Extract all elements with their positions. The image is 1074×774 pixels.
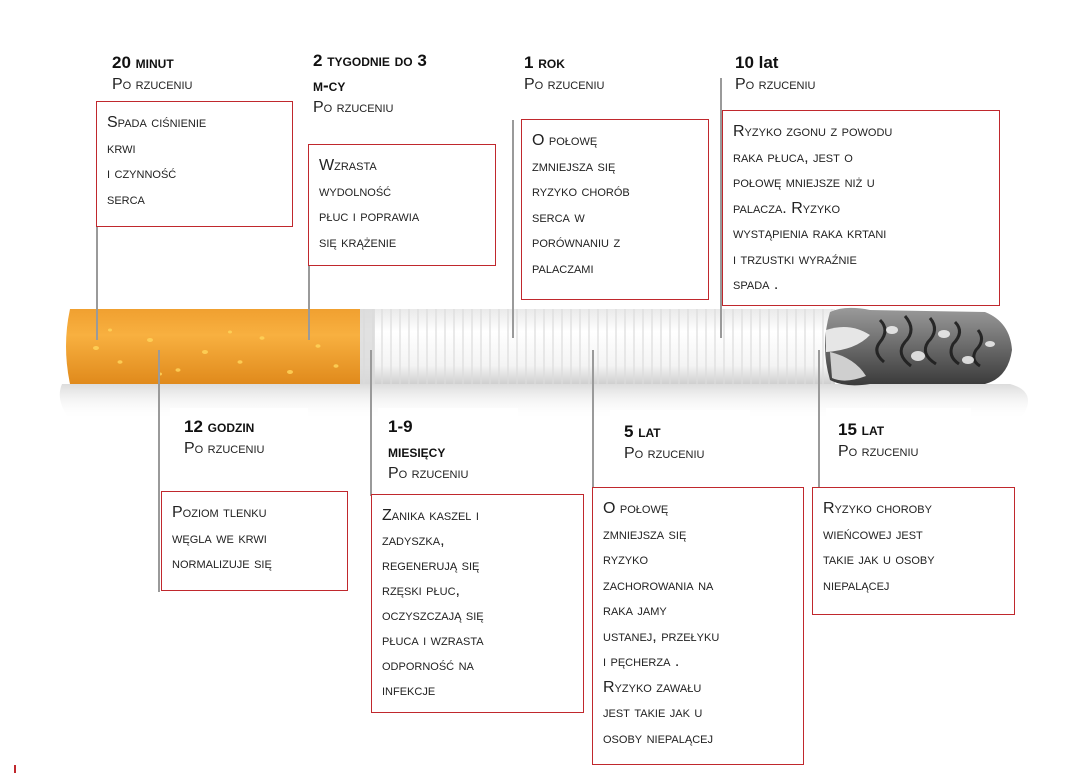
milestone-title-line2 (388, 439, 469, 464)
connector-15-lat (818, 350, 820, 490)
milestone-title (838, 417, 919, 442)
effect-box-1-rok (521, 119, 709, 300)
effect-line: odporność na (382, 657, 474, 674)
milestone-title (112, 50, 193, 75)
connector-2-tygodnie (308, 265, 310, 340)
milestone-after: Po rzuceniu (112, 76, 193, 93)
milestone-unit: lat (861, 420, 885, 439)
effect-line: jest takie jak u (603, 704, 703, 721)
milestone-unit: tygodnie do 3 (327, 51, 427, 70)
milestone-unit: miesięcy (388, 442, 446, 461)
effect-line: raka płuca, jest o (733, 148, 853, 166)
connector-1-rok (512, 120, 514, 338)
connector-1-9-miesiecy (370, 350, 372, 496)
milestone-title (313, 48, 427, 73)
effect-line: ryzyko (603, 551, 649, 568)
effect-line: O połowę (532, 132, 598, 149)
milestone-5-lat (624, 419, 705, 464)
corner-mark (14, 765, 16, 773)
milestone-time: 5 (624, 422, 634, 441)
milestone-time: 1 (524, 53, 534, 72)
effect-line: i trzustki wyraźnie (733, 250, 857, 268)
effect-line: połowę mniejsze niż u (733, 174, 875, 191)
effect-line: raka jamy (603, 602, 667, 619)
effect-box-20-minut (96, 101, 293, 227)
effect-box-12-godzin (161, 491, 348, 591)
effect-line: porównaniu z (532, 234, 621, 251)
effect-line: zachorowania na (603, 576, 714, 594)
connector-12-godzin (158, 350, 160, 592)
effect-line: wieńcowej jest (823, 525, 923, 543)
milestone-title (624, 419, 705, 444)
milestone-time: 15 (838, 420, 857, 439)
milestone-12-godzin (184, 414, 265, 459)
milestone-unit: minut (135, 53, 174, 72)
effect-line: Poziom tlenku (172, 504, 267, 521)
milestone-20-minut (112, 50, 193, 95)
effect-line: spada . (733, 276, 779, 293)
milestone-after: Po rzuceniu (524, 76, 605, 93)
effect-line: wydolność (319, 182, 392, 200)
effect-line: wystąpienia raka krtani (733, 225, 887, 242)
milestone-time: 2 (313, 51, 323, 70)
effect-box-2-tygodnie (308, 144, 496, 266)
milestone-time: 10 lat (735, 53, 779, 72)
effect-line: płuc i poprawia (319, 208, 420, 225)
effect-line: palacza. Ryzyko (733, 199, 841, 217)
effect-line: niepalącej (823, 576, 890, 594)
effect-line: O połowę (603, 500, 669, 517)
effect-line: regenerują się (382, 557, 480, 574)
effect-line: oczyszczają się (382, 607, 484, 624)
effect-line: serca w (532, 208, 585, 226)
effect-line: Spada ciśnienie (107, 114, 207, 131)
milestone-unit: rok (538, 53, 565, 72)
effect-line: zmniejsza się (532, 157, 616, 175)
connector-20-minut (96, 226, 98, 340)
milestone-title (735, 50, 816, 75)
effect-line: takie jak u osoby (823, 551, 935, 568)
effect-line: Ryzyko zawału (603, 678, 702, 696)
effect-line: krwi (107, 139, 136, 157)
effect-line: zadyszka, (382, 532, 445, 549)
effect-line: i czynność (107, 165, 177, 182)
effect-line: płuca i wzrasta (382, 632, 484, 649)
effect-line: węgla we krwi (172, 529, 267, 547)
effect-line: osoby niepalącej (603, 729, 713, 747)
effect-line: Ryzyko choroby (823, 500, 932, 517)
milestone-title (184, 414, 265, 439)
cigarette-ash (825, 308, 1012, 385)
effect-line: rzęski płuc, (382, 582, 460, 599)
effect-box-10-lat (722, 110, 1000, 306)
milestone-unit: godzin (207, 417, 255, 436)
milestone-1-9-miesiecy (388, 414, 469, 484)
effect-line: Ryzyko zgonu z powodu (733, 123, 893, 140)
effect-line: Wzrasta (319, 157, 377, 174)
milestone-10-lat (735, 50, 816, 95)
milestone-title (524, 50, 605, 75)
milestone-after: Po rzuceniu (388, 465, 469, 482)
cigarette-paper (355, 309, 835, 384)
milestone-time: 1-9 (388, 417, 413, 436)
effect-box-5-lat (592, 487, 804, 765)
effect-line: Zanika kaszel i (382, 507, 479, 524)
effect-box-15-lat (812, 487, 1015, 615)
milestone-title-line2 (313, 73, 427, 98)
effect-line: i pęcherza . (603, 653, 680, 670)
effect-line: ryzyko chorób (532, 183, 630, 200)
cigarette-filter (66, 309, 360, 384)
milestone-15-lat (838, 417, 919, 462)
milestone-after: Po rzuceniu (624, 445, 705, 462)
effect-line: serca (107, 190, 145, 208)
milestone-after: Po rzuceniu (838, 443, 919, 460)
milestone-after: Po rzuceniu (735, 76, 816, 93)
milestone-unit2: m-cy (313, 76, 346, 95)
effect-line: zmniejsza się (603, 525, 687, 543)
milestone-title (388, 414, 469, 439)
milestone-1-rok (524, 50, 605, 95)
milestone-after: Po rzuceniu (313, 99, 394, 116)
milestone-after: Po rzuceniu (184, 440, 265, 457)
effect-line: palaczami (532, 259, 594, 277)
effect-line: normalizuje się (172, 555, 272, 572)
connector-5-lat (592, 350, 594, 488)
milestone-2-tygodnie (313, 48, 427, 118)
effect-line: ustanej, przełyku (603, 627, 720, 645)
milestone-time: 20 (112, 53, 131, 72)
milestone-time: 12 (184, 417, 203, 436)
effect-line: infekcje (382, 682, 436, 699)
milestone-unit: lat (638, 422, 661, 441)
effect-line: się krążenie (319, 233, 397, 251)
effect-box-1-9-miesiecy (371, 494, 584, 713)
